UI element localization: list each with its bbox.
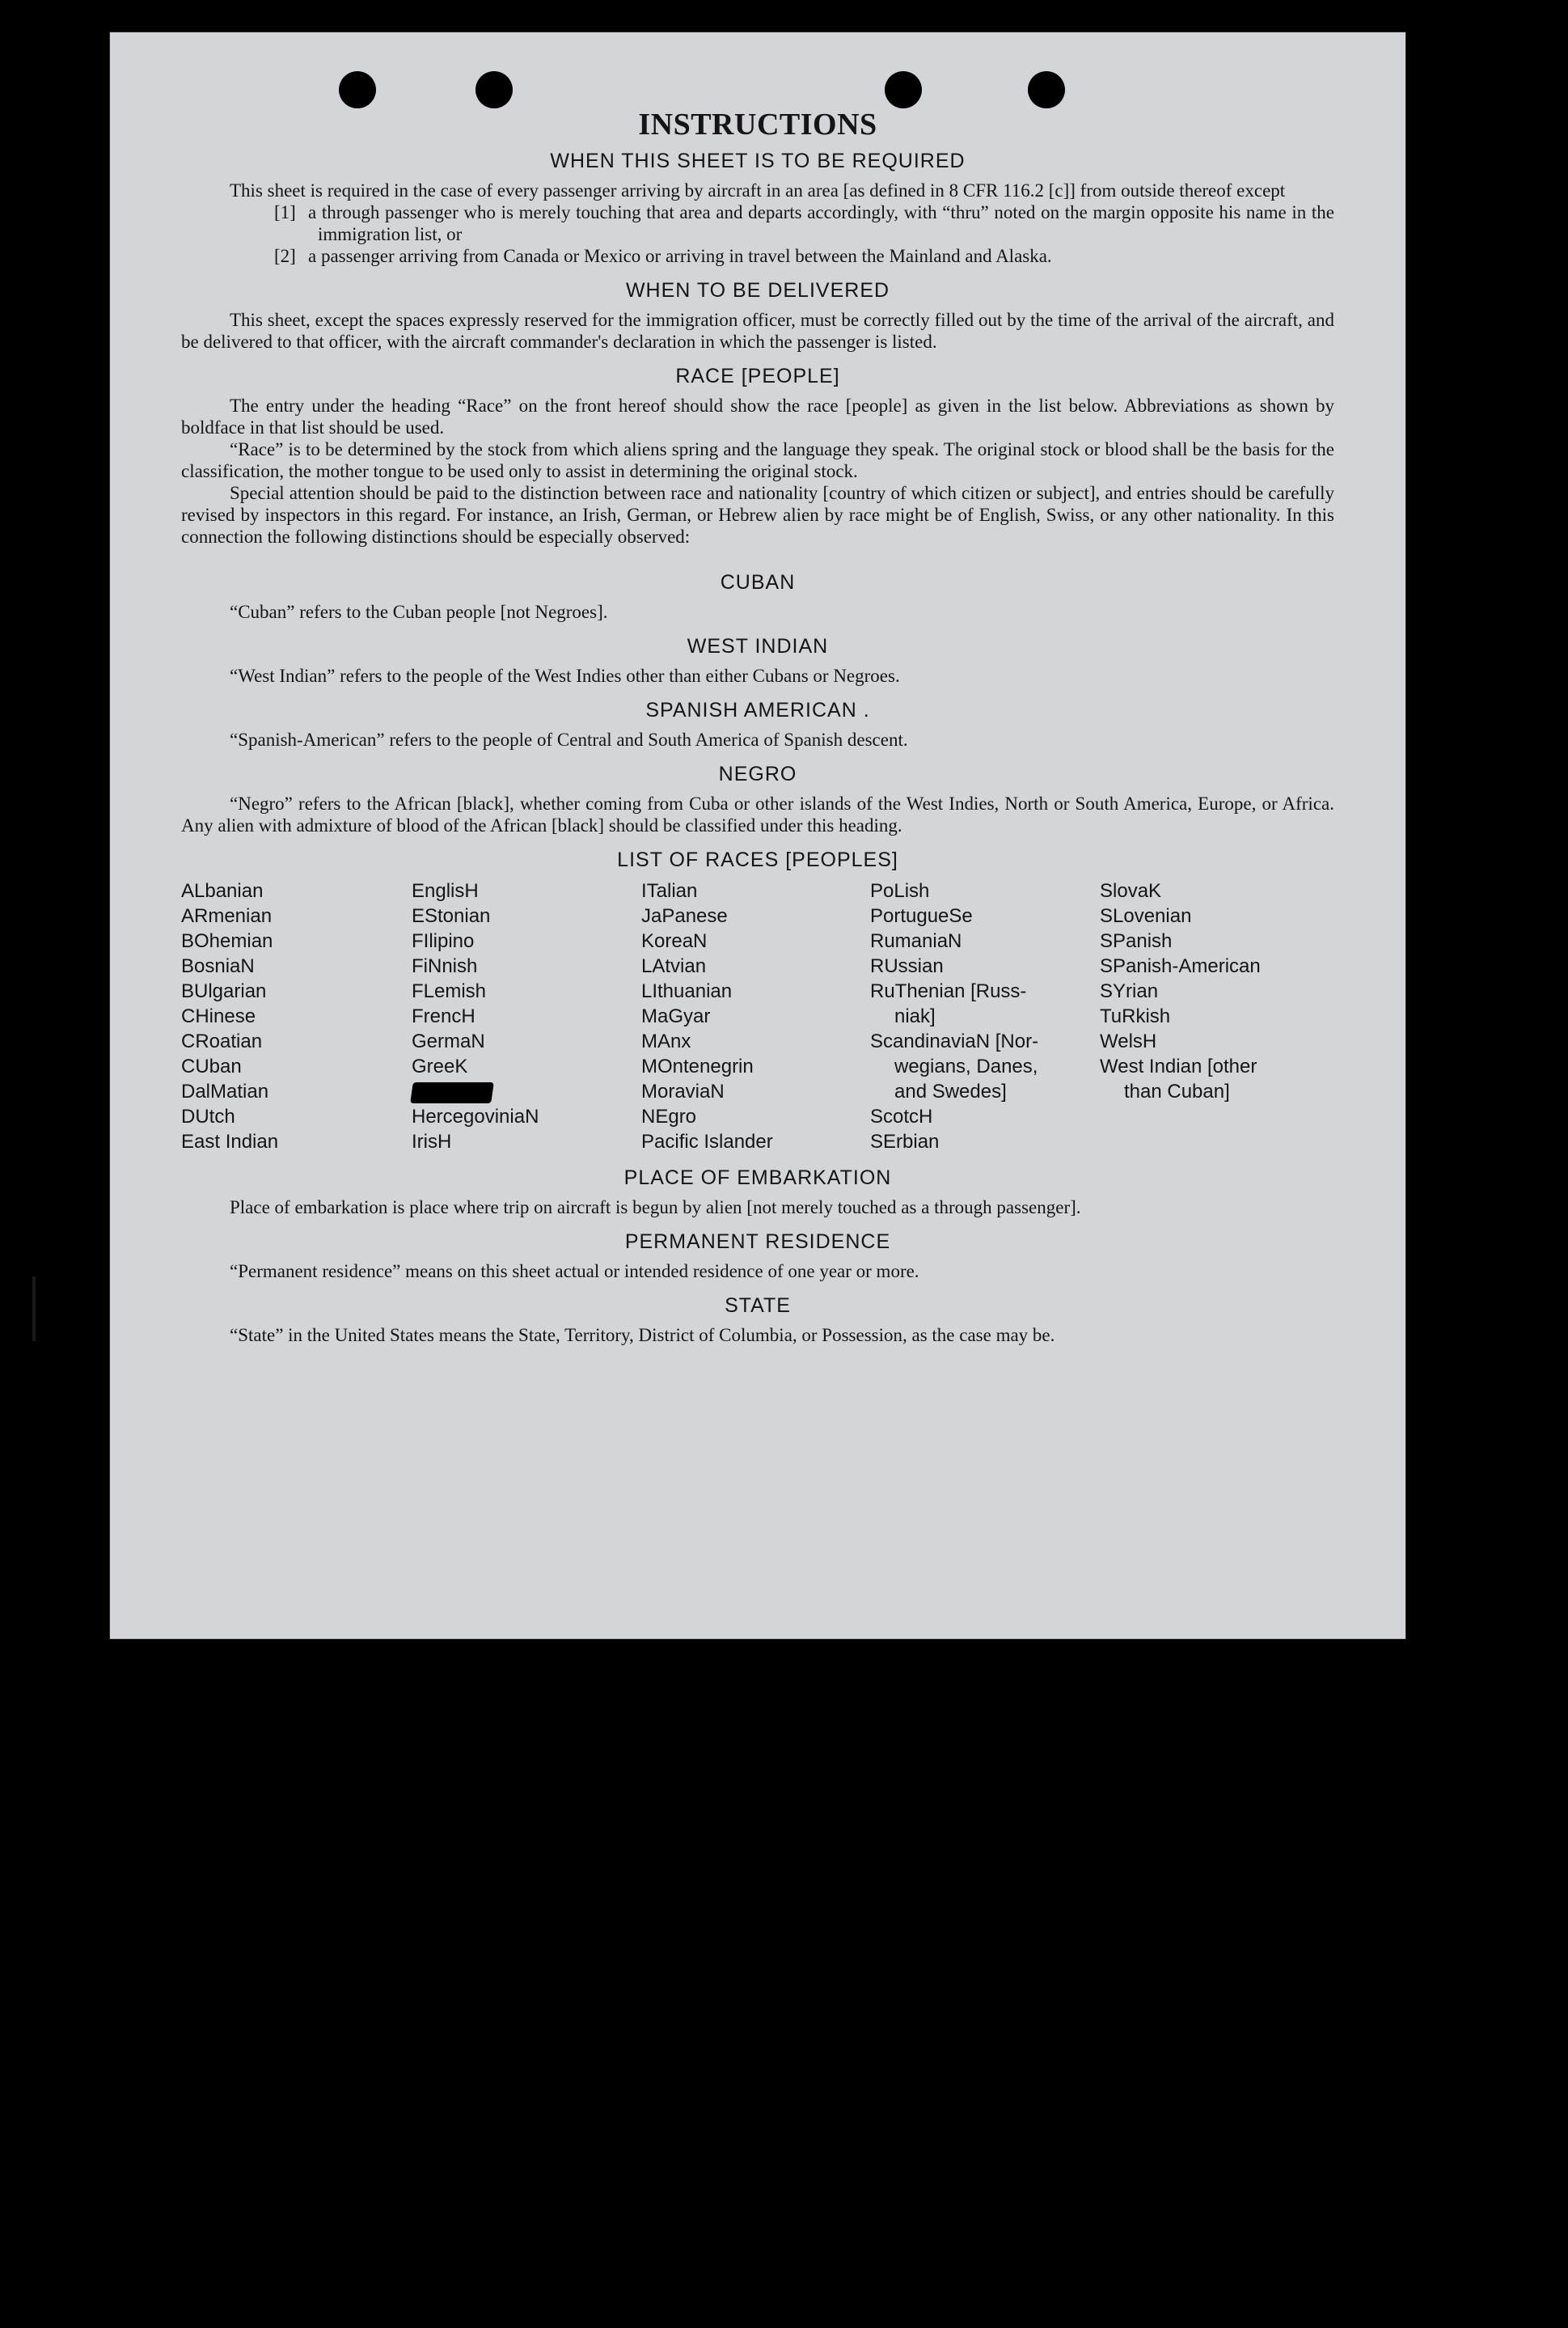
race-entry: PoLish	[870, 880, 930, 902]
race-entry: ARmenian	[181, 905, 273, 927]
race-entry: HercegoviniaN	[412, 1106, 539, 1128]
race-entry: FiNnish	[412, 955, 478, 977]
race-entry: LAtvian	[641, 955, 707, 977]
section-heading-embarkation: PLACE OF EMBARKATION	[623, 1166, 892, 1189]
exception-item	[274, 201, 1334, 245]
race-entry: DUtch	[181, 1106, 235, 1128]
race-entry: SPanish-American	[1100, 955, 1261, 977]
race-entry-redacted	[412, 1079, 641, 1104]
race-entry: West Indian [other	[1100, 1056, 1257, 1077]
race-entry: East Indian	[181, 1131, 279, 1153]
race-entry: CRoatian	[181, 1031, 263, 1052]
race-entry: BOhemian	[181, 930, 273, 952]
race-entry: MOntenegrin	[641, 1056, 754, 1077]
race-column	[641, 878, 870, 1154]
race-paragraph-2: “Race” is to be determined by the stock from which aliens spring and the language they speak. The original stock or blood shall be the basis for the classification, the mother tongue to be used only to assist in determining the original stock.	[181, 439, 1334, 481]
race-entry: TuRkish	[1100, 1005, 1171, 1027]
negro-text: “Negro” refers to the African [black], whether coming from Cuba or other islands of the West Indies, North or South America, Europe, or Africa. Any alien with admixture of blood of the African [black] should be classified under this heading.	[181, 794, 1334, 836]
race-entry: KoreaN	[641, 930, 708, 952]
race-column	[181, 878, 412, 1154]
section-heading-spanish-american: SPANISH AMERICAN .	[645, 699, 870, 722]
race-entry: MoraviaN	[641, 1081, 725, 1103]
race-entry: GermaN	[412, 1031, 485, 1052]
required-intro: This sheet is required in the case of every passenger arriving by aircraft in an area [as defined in 8 CFR 116.2 [c]] from outside thereof except	[230, 180, 1286, 201]
race-entry: SErbian	[870, 1131, 940, 1153]
race-entry: EStonian	[412, 905, 491, 927]
race-list	[181, 878, 1334, 1154]
race-entry: ALbanian	[181, 880, 264, 902]
cuban-text: “Cuban” refers to the Cuban people [not Negroes].	[230, 602, 608, 622]
section-heading-state: STATE	[725, 1294, 791, 1317]
section-heading-west-indian: WEST INDIAN	[687, 635, 829, 658]
state-text: “State” in the United States means the State, Territory, District of Columbia, or Possession, as the case may be.	[230, 1325, 1055, 1345]
embarkation-text: Place of embarkation is place where trip on aircraft is begun by alien [not merely touched as a through passenger].	[230, 1197, 1081, 1217]
race-entry-continued: wegians, Danes,	[894, 1056, 1038, 1077]
section-heading-cuban: CUBAN	[720, 571, 796, 594]
race-entry: CUban	[181, 1056, 242, 1077]
race-entry: SLovenian	[1100, 905, 1192, 927]
race-entry: IrisH	[412, 1131, 452, 1153]
exception-number: [1]	[274, 202, 296, 222]
race-entry: ITalian	[641, 880, 698, 902]
section-heading-list-of-races: LIST OF RACES [PEOPLES]	[617, 849, 898, 871]
exception-text: a passenger arriving from Canada or Mexico or arriving in travel between the Mainland and Alaska.	[308, 246, 1052, 266]
race-entry: FLemish	[412, 980, 487, 1002]
race-entry: RuThenian [Russ-	[870, 980, 1027, 1002]
exception-item	[274, 245, 1334, 267]
race-entry: WelsH	[1100, 1031, 1157, 1052]
section-heading-required: WHEN THIS SHEET IS TO BE REQUIRED	[550, 150, 966, 172]
punch-hole	[339, 71, 376, 108]
section-heading-residence: PERMANENT RESIDENCE	[624, 1230, 891, 1253]
race-entry: GreeK	[412, 1056, 468, 1077]
race-entry: RUssian	[870, 955, 944, 977]
race-entry: MaGyar	[641, 1005, 711, 1027]
west-indian-text: “West Indian” refers to the people of the West Indies other than either Cubans or Negroes.	[230, 666, 900, 686]
race-column	[412, 878, 641, 1154]
race-entry: EnglisH	[412, 880, 479, 902]
race-entry: MAnx	[641, 1031, 691, 1052]
race-entry: ScandinaviaN [Nor-	[870, 1031, 1039, 1052]
race-entry-continued: than Cuban]	[1124, 1081, 1230, 1103]
section-heading-negro: NEGRO	[718, 763, 797, 785]
race-entry: SlovaK	[1100, 880, 1162, 902]
page-title: INSTRUCTIONS	[638, 108, 877, 142]
section-heading-race: RACE [PEOPLE]	[675, 365, 840, 387]
race-entry: RumaniaN	[870, 930, 962, 952]
exception-text: a through passenger who is merely touching that area and departs accordingly, with “thru” noted on the margin opposite his name in the immigration list, or	[308, 202, 1334, 244]
race-paragraph-3: Special attention should be paid to the distinction between race and nationality [country of which citizen or subject], and entries should be carefully revised by inspectors in this regard. For instance, an Irish, German, or Hebrew alien by race might be of English, Swiss, or any other nationality. In this connection the following distinctions should be especially observed:	[181, 483, 1334, 547]
delivered-text: This sheet, except the spaces expressly reserved for the immigration officer, must be correctly filled out by the time of the arrival of the aircraft, and be delivered to that officer, with the aircraft commander's declaration in which the passenger is listed.	[181, 310, 1334, 352]
race-entry: ScotcH	[870, 1106, 933, 1128]
race-entry: NEgro	[641, 1106, 697, 1128]
race-entry: DalMatian	[181, 1081, 269, 1103]
race-entry: FrencH	[412, 1005, 475, 1027]
race-entry: BosniaN	[181, 955, 255, 977]
race-column	[1100, 878, 1334, 1154]
instructions-body	[181, 107, 1334, 1346]
section-heading-delivered: WHEN TO BE DELIVERED	[625, 279, 890, 302]
race-column	[870, 878, 1100, 1154]
race-entry: CHinese	[181, 1005, 256, 1027]
race-paragraph-1: The entry under the heading “Race” on the front hereof should show the race [people] as given in the list below. Abbreviations as shown by boldface in that list should be used.	[181, 396, 1334, 438]
race-entry: FIlipino	[412, 930, 475, 952]
race-entry: JaPanese	[641, 905, 728, 927]
race-entry: PortugueSe	[870, 905, 973, 927]
exception-number: [2]	[274, 246, 296, 266]
exception-list	[274, 201, 1334, 267]
punch-hole	[885, 71, 922, 108]
redaction-mark	[410, 1082, 494, 1103]
residence-text: “Permanent residence” means on this sheet actual or intended residence of one year or more.	[230, 1261, 919, 1281]
punch-hole	[1028, 71, 1065, 108]
race-entry: BUlgarian	[181, 980, 267, 1002]
race-entry: SPanish	[1100, 930, 1173, 952]
race-entry: LIthuanian	[641, 980, 733, 1002]
race-entry-continued: and Swedes]	[894, 1081, 1007, 1103]
race-entry-continued: niak]	[894, 1005, 936, 1027]
spanish-american-text: “Spanish-American” refers to the people of Central and South America of Spanish descent.	[230, 730, 908, 750]
punch-hole	[475, 71, 513, 108]
race-entry: SYrian	[1100, 980, 1159, 1002]
scan-artifact	[32, 1276, 36, 1341]
document-page	[110, 32, 1405, 1639]
race-entry: Pacific Islander	[641, 1131, 773, 1153]
